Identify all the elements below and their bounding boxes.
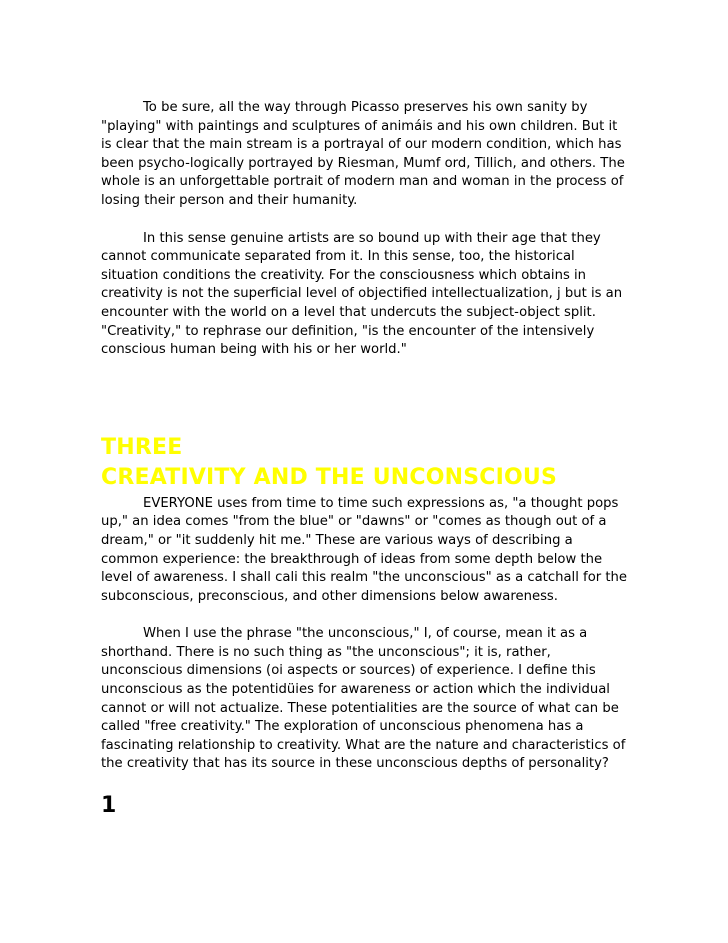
chapter-number: THREE [101,434,183,460]
body-paragraph: When I use the phrase "the unconscious," I, of course, mean it as a shorthand. There is no such thing as "the unconscious"; it is, rather, unconscious dimensions (oi aspects or sources) of experience. I define this unconscious as the potentidüies for awareness or action which the individual cannot or will not actualize. These potentialities are the source of what can be called "free creativity." The exploration of unconscious phenomena has a fascinating relationship to creativity. What are the nature and characteristics of the creativity that has its source in these unconscious depths of personality? [101,626,626,772]
body-paragraph: To be sure, all the way through Picasso preserves his own sanity by "playing" with paintings and sculptures of animáis and his own children. But it is clear that the main stream is a portrayal of our modern condition, which has been psycho-logically portrayed by Riesman, Mumf ord, Tillich, and others. The whole is an unforgettable portrait of modern man and woman in the process of losing their person and their humanity. [101,100,625,208]
chapter-title: CREATIVITY AND THE UNCONSCIOUS [101,464,558,490]
document-page [101,99,631,820]
page-number: 1 [101,793,117,819]
body-paragraph: In this sense genuine artists are so bound up with their age that they cannot communicate separated from it. In this sense, too, the historical situation conditions the creativity. For the consciousness which obtains in creativity is not the superficial level of objectified intellectualization, j but is an encounter with the world on a level that undercuts the subject-object split. "Creativity," to rephrase our definition, "is the encounter of the intensively conscious human being with his or her world." [101,230,623,358]
chapter-heading [101,433,631,493]
body-paragraph: EVERYONE uses from time to time such expressions as, "a thought pops up," an idea comes "from the blue" or "dawns" or "comes as though out of a dream," or "it suddenly hit me." These are various ways of describing a common experience: the breakthrough of ideas from some depth below the level of awareness. I shall cali this realm "the unconscious" as a catchall for the subconscious, preconscious, and other dimensions below awareness. [101,495,628,604]
